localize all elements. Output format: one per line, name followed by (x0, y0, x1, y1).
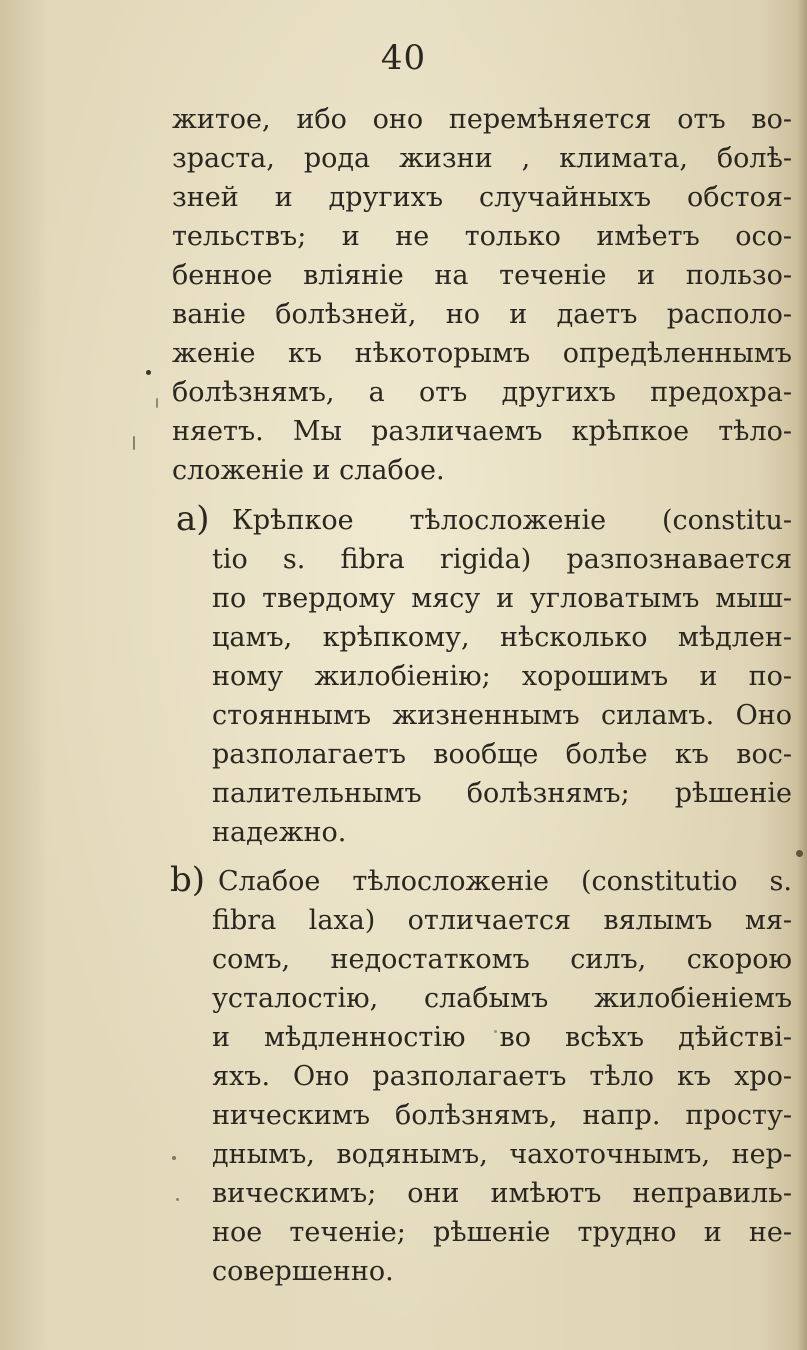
text-line: болѣзнямъ, а отъ другихъ предохра- (172, 377, 792, 408)
item-a-line: ному жилобіенію; хорошимъ и по- (212, 661, 792, 692)
text-line: ваніе болѣзней, но и даетъ располо- (172, 299, 792, 330)
text-line: зней и другихъ случайныхъ обстоя- (172, 182, 792, 213)
page-edge-shadow (797, 0, 807, 1350)
item-b-line: яхъ. Оно разполагаетъ тѣло къ хро- (212, 1061, 792, 1092)
item-a-line: цамъ, крѣпкому, нѣсколько мѣдлен- (212, 622, 792, 653)
text-line: сложеніе и слабое. (172, 455, 445, 486)
item-a-line: Крѣпкое тѣлосложеніе (constitu- (232, 505, 792, 536)
ink-speck (146, 370, 151, 375)
text-line: женіе къ нѣкоторымъ опредѣленнымъ (172, 338, 792, 369)
item-a-marker: a) (176, 499, 210, 539)
item-a-line: по твердому мясу и угловатымъ мыш- (212, 583, 792, 614)
item-b-line: fibra laxa) отличается вялымъ мя- (212, 905, 792, 936)
item-b-line: днымъ, водянымъ, чахоточнымъ, нер- (212, 1139, 792, 1170)
item-a-line: палительнымъ болѣзнямъ; рѣшеніе (212, 778, 792, 809)
item-b-line: усталостію, слабымъ жилобіеніемъ (212, 983, 792, 1014)
item-b-line: и мѣдленностію во всѣхъ дѣйстві- (212, 1022, 792, 1053)
item-a-line: надежно. (212, 817, 347, 848)
text-line: зраста, рода жизни , климата, болѣ- (172, 143, 792, 174)
ink-speck (133, 436, 135, 450)
ink-speck (494, 1030, 497, 1033)
ink-speck (156, 398, 158, 408)
item-b-line: сомъ, недостаткомъ силъ, скорою (212, 944, 792, 975)
text-line: тельствъ; и не только имѣетъ осо- (172, 221, 792, 252)
item-b-line: вическимъ; они имѣютъ неправиль- (212, 1178, 792, 1209)
text-line: бенное вліяніе на теченіе и пользо- (172, 260, 792, 291)
item-b-line: Слабое тѣлосложеніе (constitutio s. (218, 866, 792, 897)
item-a-line: стояннымъ жизненнымъ силамъ. Оно (212, 700, 792, 731)
ink-speck (796, 850, 803, 857)
ink-speck (172, 1156, 176, 1160)
text-line: житое, ибо оно перемѣняется отъ во- (172, 104, 792, 135)
text-line: няетъ. Мы различаемъ крѣпкое тѣло- (172, 416, 792, 447)
item-b-line: ническимъ болѣзнямъ, напр. просту- (212, 1100, 792, 1131)
item-a-line: разполагаетъ вообще болѣе къ вос- (212, 739, 792, 770)
item-b-line: совершенно. (212, 1256, 394, 1287)
item-b-marker: b) (170, 860, 206, 900)
page-number: 40 (380, 38, 427, 78)
item-b-line: ное теченіе; рѣшеніе трудно и не- (212, 1217, 792, 1248)
item-a-line: tio s. fibra rigida) разпознавается (212, 544, 792, 575)
ink-speck (176, 1198, 179, 1201)
